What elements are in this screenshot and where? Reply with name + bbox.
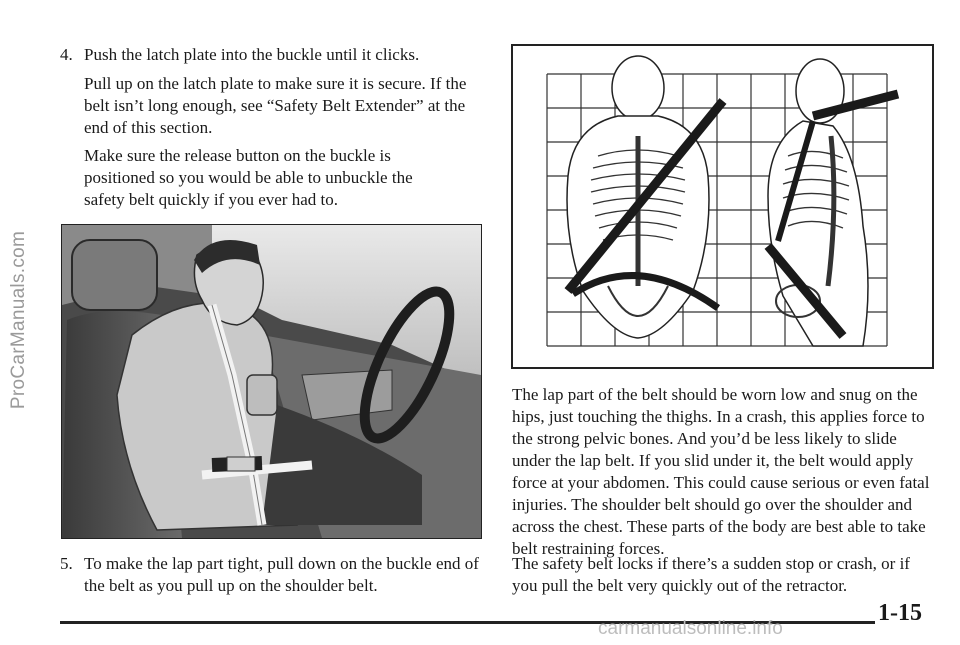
- step-4-secure-paragraph: Pull up on the latch plate to make sure it is secure. If the belt isn’t long enough, see “Safety Belt Extender” at the end of this section.: [84, 74, 467, 137]
- skeleton-belt-diagram: [511, 44, 934, 369]
- buckle-photo: [61, 224, 482, 539]
- skeleton-belt-illustration: [513, 46, 932, 367]
- step-5-text: To make the lap part tight, pull down on the buckle end of the belt as you pull up on the shoulder belt.: [84, 554, 479, 595]
- belt-locks-paragraph: The safety belt locks if there’s a sudden stop or crash, or if you pull the belt very quickly out of the retractor.: [512, 554, 910, 595]
- buckle-photo-illustration: [62, 225, 481, 538]
- step-5-number: 5.: [60, 554, 73, 573]
- step-5: [60, 553, 480, 597]
- step-4-number: 4.: [60, 45, 73, 64]
- bottom-watermark: carmanualsonline.info: [598, 618, 783, 639]
- side-watermark-text: ProCarManuals.com: [8, 230, 29, 410]
- step-4-release-paragraph: Make sure the release button on the buckle is positioned so you would be able to unbuckle the safety belt quickly if you ever had to.: [84, 146, 413, 209]
- lap-belt-paragraph: The lap part of the belt should be worn low and snug on the hips, just touching the thighs. In a crash, this applies force to the strong pelvic bones. And you’d be less likely to slide under the lap belt. If you slid under it, the belt would apply force at your abdomen. This could cause serious or even fatal injuries. The shoulder belt should go over the shoulder and across the chest. These parts of the body are best able to take belt restraining forces.: [512, 385, 930, 558]
- step-4-text: Push the latch plate into the buckle until it clicks.: [84, 45, 420, 64]
- page-number: 1-15: [878, 600, 922, 626]
- side-watermark: [6, 110, 32, 530]
- step-4: [60, 44, 480, 66]
